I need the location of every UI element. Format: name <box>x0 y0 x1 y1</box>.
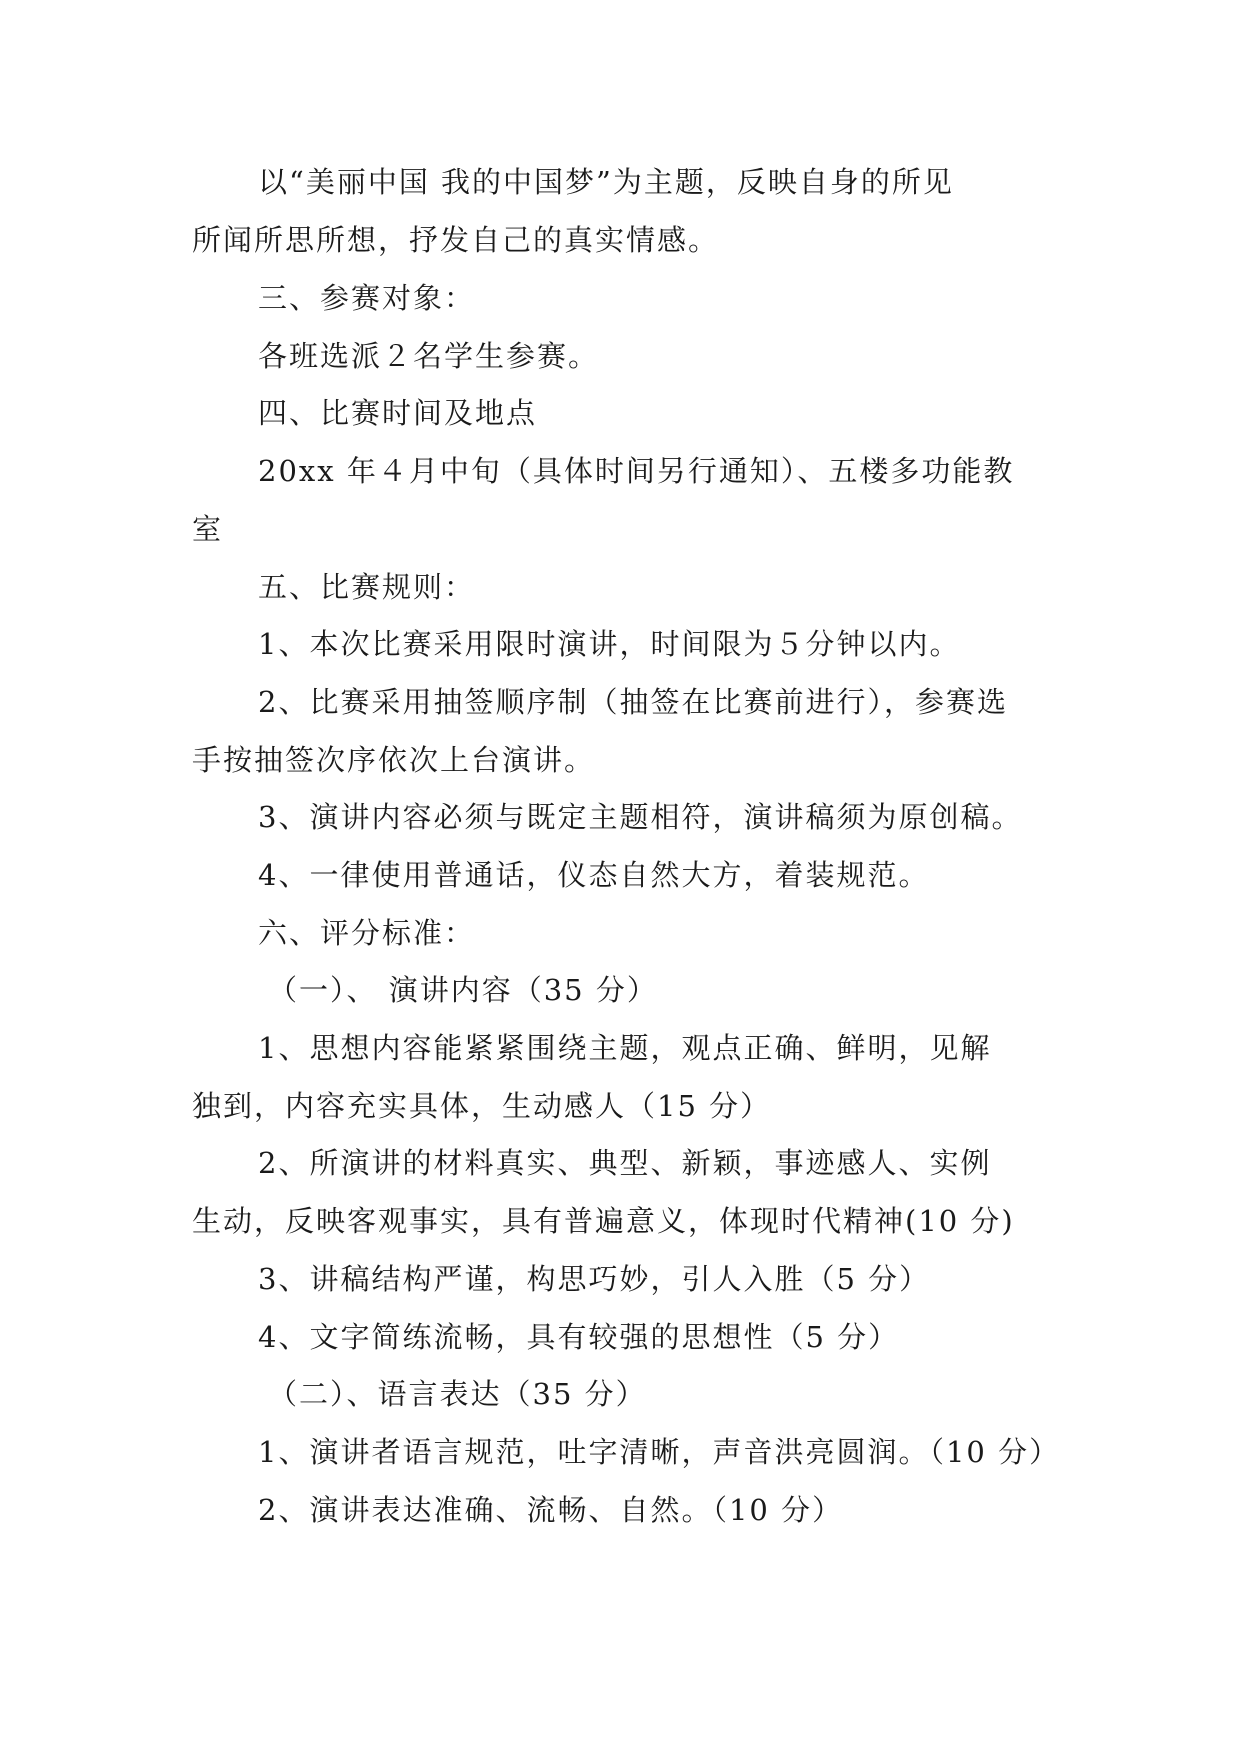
paragraph-line: 独到，内容充实具体，生动感人（15 分） <box>192 1089 772 1123</box>
subsection-heading: （二）、语言表达（35 分） <box>268 1377 647 1411</box>
paragraph-line: 各班选派２名学生参赛。 <box>258 339 600 373</box>
paragraph-line: 生动，反映客观事实，具有普遍意义，体现时代精神(10 分) <box>192 1204 1015 1238</box>
paragraph-line: 4、文字简练流畅，具有较强的思想性（5 分） <box>258 1320 900 1354</box>
paragraph-line: 1、演讲者语言规范，吐字清晰，声音洪亮圆润。（10 分） <box>258 1435 1061 1469</box>
section-heading: 四、比赛时间及地点 <box>258 396 538 430</box>
section-heading: 三、参赛对象： <box>258 281 476 315</box>
paragraph-line: 2、比赛采用抽签顺序制（抽签在比赛前进行），参赛选 <box>258 685 1008 719</box>
paragraph-line: 2、所演讲的材料真实、典型、新颖，事迹感人、实例 <box>258 1146 992 1180</box>
section-heading: 五、比赛规则： <box>258 570 476 604</box>
paragraph-line: 3、讲稿结构严谨，构思巧妙，引人入胜（5 分） <box>258 1262 931 1296</box>
paragraph-line: 以“美丽中国 我的中国梦”为主题，反映自身的所见 <box>258 165 954 199</box>
paragraph-line: 所闻所思所想，抒发自己的真实情感。 <box>192 223 720 257</box>
paragraph-line: 室 <box>192 512 224 546</box>
paragraph-line: 4、一律使用普通话，仪态自然大方，着装规范。 <box>258 858 930 892</box>
paragraph-line: 1、思想内容能紧紧围绕主题，观点正确、鲜明，见解 <box>258 1031 992 1065</box>
paragraph-line: 3、演讲内容必须与既定主题相符，演讲稿须为原创稿。 <box>258 800 1023 834</box>
paragraph-line: 2、演讲表达准确、流畅、自然。（10 分） <box>258 1493 844 1527</box>
paragraph-line: 手按抽签次序依次上台演讲。 <box>192 743 596 777</box>
section-heading: 六、评分标准： <box>258 916 476 950</box>
paragraph-line: 1、本次比赛采用限时演讲，时间限为５分钟以内。 <box>258 627 961 661</box>
subsection-heading: （一）、 演讲内容（35 分） <box>268 973 658 1007</box>
paragraph-line: 20xx 年４月中旬（具体时间另行通知）、五楼多功能教 <box>258 454 1015 488</box>
